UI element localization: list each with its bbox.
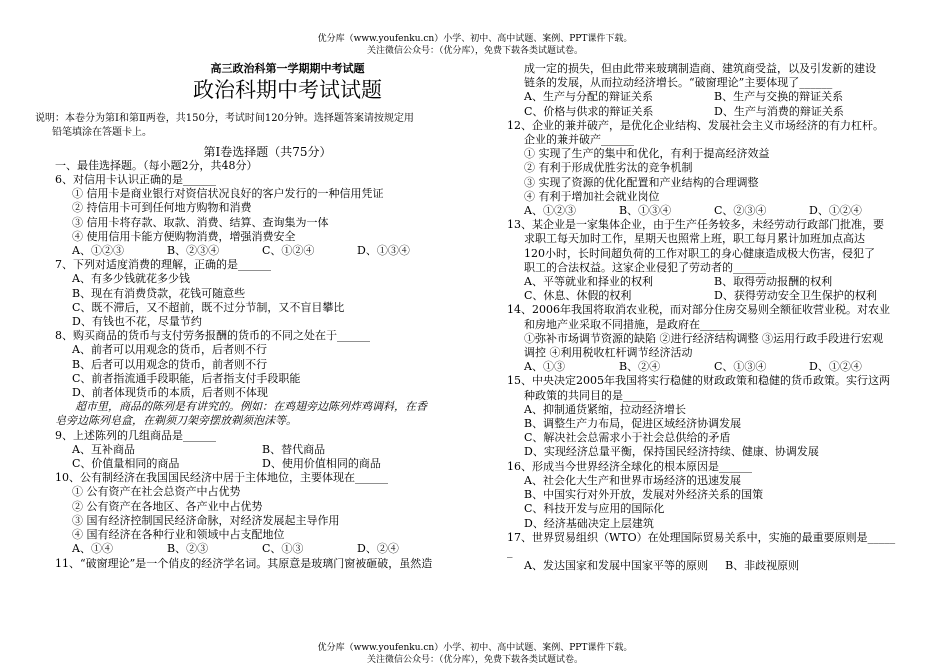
question-15: 15、中央决定2005年我国将实行稳健的财政政策和稳健的货币政策。实行这两	[507, 374, 890, 388]
right-column	[507, 62, 907, 573]
instructions-line-2: 铅笔填涂在答题卡上。	[52, 127, 152, 139]
option-b: B、①③④	[619, 204, 672, 218]
q11-options-row-2	[507, 105, 907, 119]
question-8: 8、购买商品的货币与支付劳务报酬的货币的不同之处在于______	[55, 329, 370, 343]
q10-statement-4: ④ 国有经济在各种行业和领域中占支配地位	[72, 528, 285, 542]
option-a: A、发达国家和发展中国家平等的原则	[524, 559, 708, 573]
option-a: A、互补商品	[72, 442, 135, 456]
option-a: A、①④	[72, 542, 113, 556]
question-16: 16、形成当今世界经济全球化的根本原因是______	[507, 459, 752, 473]
option-c: C、价值量相同的商品	[72, 457, 180, 471]
q6-options	[55, 244, 480, 258]
q8-option-a: A、前者可以用观念的货币，后者则不行	[72, 343, 267, 357]
option-d: D、①③④	[357, 244, 410, 258]
option-a: A、平等就业和择业的权利	[524, 275, 653, 289]
option-a: A、①③	[524, 360, 565, 374]
left-column	[35, 62, 480, 571]
q8-option-b: B、后者可以用观念的货币，前者则不行	[72, 357, 268, 371]
q13-options-row-2	[507, 289, 907, 303]
option-c: C、②③④	[714, 204, 767, 218]
footer-line-2: 关注微信公众号：（优分库），免费下载各类试题试卷。	[366, 655, 583, 665]
q14-continued-2: ①弥补市场调节资源的缺陷 ②进行经济结构调整 ③运用行政手段进行宏观	[524, 331, 883, 345]
q7-option-a: A、有多少钱就花多少钱	[72, 272, 190, 286]
exam-title: 政治科期中考试试题	[193, 78, 382, 103]
option-b: B、②③	[167, 542, 209, 556]
option-b: B、非歧视原则	[725, 559, 800, 573]
q7-option-c: C、既不滞后，又不超前，既不过分节制，又不盲目攀比	[72, 300, 345, 314]
q16-option-d: D、经济基础决定上层建筑	[524, 516, 654, 530]
option-b: B、生产与交换的辩证关系	[714, 90, 844, 104]
option-b: B、取得劳动报酬的权利	[714, 275, 833, 289]
q8-option-c: C、前者指流通手段职能，后者指支付手段职能	[72, 371, 301, 385]
option-b: B、②④	[619, 360, 661, 374]
page-footer	[0, 642, 950, 666]
q13-continued-2: 120小时，长时间超负荷的工作对职工的身心健康造成极大伤害，侵犯了	[524, 246, 875, 260]
question-10: 10、公有制经济在我国国民经济中居于主体地位，主要体现在______	[55, 471, 388, 485]
option-d: D、获得劳动安全卫生保护的权利	[714, 289, 877, 303]
q12-statement-4: ④ 有利于增加社会就业岗位	[524, 189, 660, 203]
q17-continued: _	[507, 544, 513, 558]
q14-continued-3: 调控 ④利用税收杠杆调节经济活动	[524, 346, 693, 360]
q10-options	[55, 542, 480, 556]
question-12: 12、企业的兼并破产，是优化企业结构、发展社会主义市场经济的有力杠杆。	[507, 118, 884, 132]
page-header	[0, 33, 950, 57]
q13-options-row-1	[507, 275, 907, 289]
q7-option-d: D、有钱也不花，尽量节约	[72, 315, 202, 329]
option-b: B、替代商品	[262, 442, 326, 456]
question-6: 6、对信用卡认识正确的是______	[55, 173, 216, 187]
option-c: C、休息、休假的权利	[524, 289, 632, 303]
option-d: D、①②④	[809, 360, 862, 374]
option-a: A、生产与分配的辩证关系	[524, 90, 653, 104]
question-9: 9、上述陈列的几组商品是______	[55, 428, 216, 442]
q16-option-c: C、科技开发与应用的国际化	[524, 502, 665, 516]
question-17: 17、世界贸易组织（WTO）在处理国际贸易关系中，实施的最重要原则是_____	[507, 530, 896, 544]
q13-continued-3: 职工的合法权益。这家企业侵犯了劳动者的______	[524, 260, 766, 274]
q12-statement-2: ② 有利于形成优胜劣汰的竞争机制	[524, 161, 693, 175]
option-d: D、生产与消费的辩证关系	[714, 104, 844, 118]
question-14: 14、2006年我国将取消农业税，而对部分住房交易则全额征收营业税。对农业	[507, 303, 890, 317]
q6-statement-3: ③ 信用卡将存款、取款、消费、结算、查询集为一体	[72, 215, 329, 229]
part-heading: 一、最佳选择题。（每小题2分，共48分）	[55, 158, 258, 172]
q15-continued: 种政策的共同目的是______	[524, 388, 656, 402]
question-13: 13、某企业是一家集体企业，由于生产任务较多，未经劳动行政部门批准，要	[507, 218, 884, 232]
q9-options-row-1	[55, 443, 480, 457]
option-a: A、①②③	[524, 204, 576, 218]
q6-statement-4: ④ 使用信用卡能方便购物消费，增强消费安全	[72, 229, 296, 243]
q12-continued: 企业的兼并破产______	[524, 133, 634, 147]
q9-options-row-2	[55, 457, 480, 471]
q10-statement-3: ③ 国有经济控制国民经济命脉，对经济发展起主导作用	[72, 513, 340, 527]
q8-option-d: D、前者体现货币的本质，后者则不体现	[72, 386, 268, 400]
q6-statement-1: ① 信用卡是商业银行对资信状况良好的客户发行的一种信用凭证	[72, 187, 384, 201]
q11-continued-1: 成一定的损失，但由此带来玻璃制造商、建筑商受益，以及引发新的建设	[524, 62, 876, 75]
header-line-1: 优分库（www.youfenku.cn）小学、初中、高中试题、案例、PPT课件下载。	[317, 34, 633, 44]
q15-option-b: B、调整生产力布局，促进区域经济协调发展	[524, 417, 742, 431]
q15-option-c: C、解决社会总需求小于社会总供给的矛盾	[524, 431, 731, 445]
q11-continued-2: 链条的发展，从而拉动经济增长。“破窗理论”主要体现了______	[524, 76, 833, 90]
reading-passage-line-2: 皂旁边陈列皂盒，在剃须刀架旁摆放剃须泡沫等。	[55, 414, 297, 428]
question-11: 11、“破窗理论”是一个俏皮的经济学名词。其原意是玻璃门窗被砸破，虽然造	[55, 556, 433, 570]
option-c: C、①③	[262, 542, 304, 556]
option-a: A、①②③	[72, 244, 124, 258]
q16-option-b: B、中国实行对外开放，发展对外经济关系的国策	[524, 488, 764, 502]
option-c: C、①②④	[262, 244, 315, 258]
option-b: B、②③④	[167, 244, 220, 258]
q6-statement-2: ② 持信用卡可到任何地方购物和消费	[72, 201, 252, 215]
q14-options	[507, 360, 907, 374]
header-line-2: 关注微信公众号：（优分库），免费下载各类试题试卷。	[366, 46, 583, 56]
q12-statement-3: ③ 实现了资源的优化配置和产业结构的合理调整	[524, 175, 759, 189]
option-d: D、①②④	[809, 204, 862, 218]
option-c: C、价格与供求的辩证关系	[524, 104, 654, 118]
option-d: D、②④	[357, 542, 399, 556]
section-title: 第Ⅰ卷选择题（共75分）	[203, 144, 332, 159]
q16-option-a: A、社会化大生产和世界市场经济的迅速发展	[524, 473, 741, 487]
footer-line-1: 优分库（www.youfenku.cn）小学、初中、高中试题、案例、PPT课件下载。	[317, 643, 633, 653]
q15-option-a: A、抑制通货紧缩，拉动经济增长	[524, 402, 686, 416]
question-7: 7、下列对适度消费的理解，正确的是______	[55, 258, 271, 272]
exam-subtitle: 高三政治科第一学期期中考试题	[210, 62, 365, 75]
option-d: D、使用价值相同的商品	[262, 457, 381, 471]
q12-options	[507, 204, 907, 218]
q12-statement-1: ① 实现了生产的集中和优化，有利于提高经济效益	[524, 147, 770, 161]
q10-statement-1: ① 公有资产在社会总资产中占优势	[72, 485, 241, 499]
q11-options-row-1	[507, 90, 907, 104]
reading-passage-line-1: 超市里，商品的陈列是有讲究的。例如：在鸡翅旁边陈列炸鸡调料，在香	[75, 400, 427, 414]
q13-continued-1: 求职工每天加时工作，星期天也照常上班，职工每月累计加班加点高达	[524, 232, 865, 246]
q7-option-b: B、现在有消费贷款，花钱可随意些	[72, 286, 246, 300]
instructions-line-1: 说明：本卷分为第Ⅰ和第Ⅱ两卷，共150分，考试时间120分钟。选择题答案请按规定用	[35, 113, 414, 125]
q17-options	[507, 559, 907, 573]
q14-continued-1: 和房地产业采取不同措施，是政府在______	[524, 317, 733, 331]
q10-statement-2: ② 公有资产在各地区、各产业中占优势	[72, 499, 263, 513]
instructions	[35, 112, 480, 140]
option-c: C、①③④	[714, 360, 767, 374]
q15-option-d: D、实现经济总量平衡，保持国民经济持续、健康、协调发展	[524, 445, 819, 459]
